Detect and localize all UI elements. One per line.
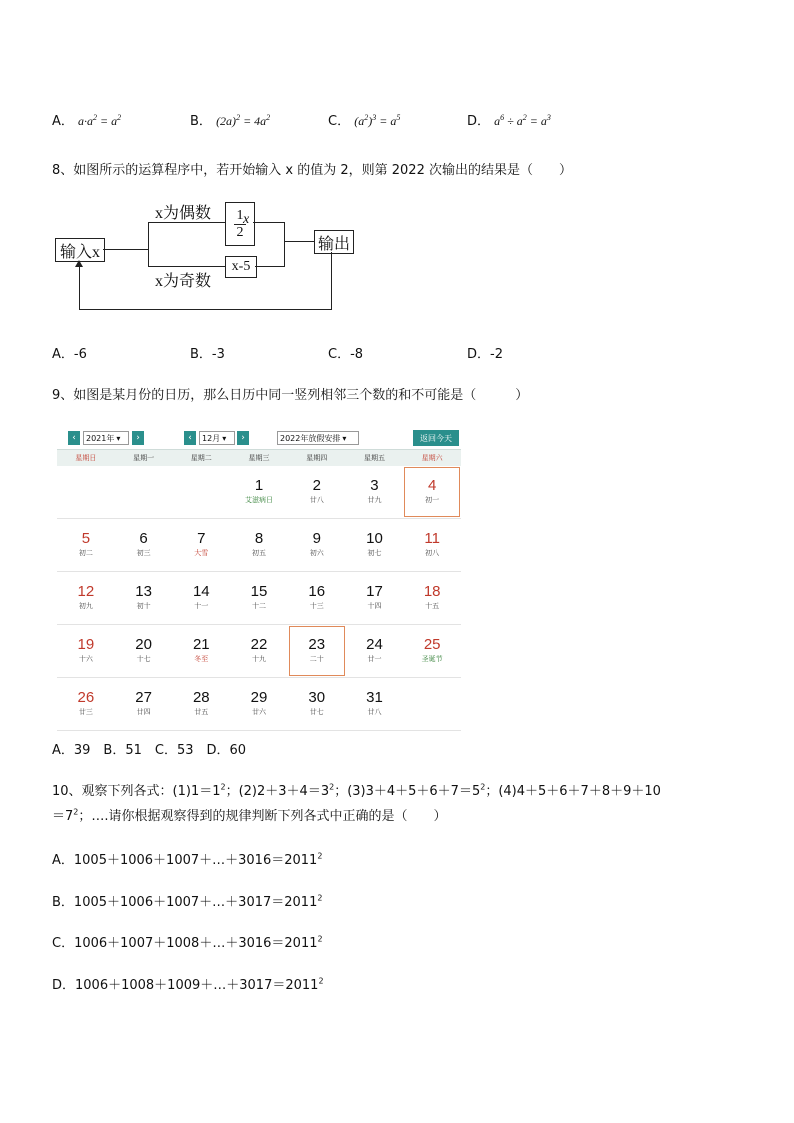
flow-line <box>284 241 314 242</box>
day-number: 9 <box>312 530 321 547</box>
day-number: 8 <box>254 530 264 547</box>
day-number: 17 <box>366 583 383 600</box>
calendar-grid <box>57 466 461 731</box>
flow-line <box>79 309 332 310</box>
calendar-empty-cell <box>172 466 230 518</box>
day-number: 26 <box>77 689 95 706</box>
flow-minus-box: x-5 <box>225 256 257 278</box>
calendar-day-cell[interactable] <box>346 466 404 518</box>
day-number: 7 <box>197 530 206 547</box>
lunar-label: 二十 <box>309 655 324 663</box>
q7-option-a-formula: $a\cdot a^2 = a^2$ <box>78 113 122 128</box>
q8-flowchart <box>0 0 794 330</box>
calendar-day-cell[interactable] <box>172 572 230 624</box>
calendar-week-row <box>57 678 461 731</box>
day-number: 20 <box>135 636 152 653</box>
q7-option-c-formula: $(a^2)^3 = a^5$ <box>354 113 401 128</box>
calendar-day-cell[interactable] <box>115 519 173 571</box>
q10-exponent: 2 <box>220 782 226 792</box>
calendar-day-cell[interactable] <box>288 625 346 677</box>
day-number: 21 <box>192 636 210 653</box>
calendar-day-cell[interactable] <box>57 678 115 730</box>
lunar-label: 初十 <box>136 602 151 610</box>
q9-options: A．39 B．51 C．53 D．60 <box>52 743 247 758</box>
holiday-select[interactable] <box>277 431 359 445</box>
q8-stem: 8、如图所示的运算程序中，若开始输入 x 的值为 2，则第 2022 次输出的结果是（ ） <box>52 163 572 178</box>
day-number: 1 <box>254 477 264 494</box>
calendar-week-row <box>57 466 461 519</box>
lunar-label: 廿八 <box>367 708 382 716</box>
flow-input-box: 输入x <box>55 238 105 262</box>
q10-option-a <box>52 849 322 868</box>
chevron-down-icon: ▾ <box>222 433 227 443</box>
q7-option-d-letter: D． <box>467 114 491 129</box>
weekday-label: 星期日 <box>75 454 97 462</box>
calendar-day-cell[interactable] <box>288 466 346 518</box>
q8-option-a: A．-6 <box>52 347 87 362</box>
calendar-day-cell[interactable] <box>57 625 115 677</box>
q10-option-text: C．1006＋1007＋1008＋…＋3016＝2011 <box>52 936 318 951</box>
flow-odd-label: x为奇数 <box>155 273 212 290</box>
q10-exponent: 2 <box>73 807 79 817</box>
flow-half-var: x <box>243 212 250 227</box>
lunar-label: 十七 <box>136 655 151 663</box>
calendar-toolbar <box>57 429 461 449</box>
calendar-day-cell[interactable] <box>172 519 230 571</box>
q10-exponent: 2 <box>317 893 323 903</box>
day-number: 4 <box>428 477 437 494</box>
calendar-empty-cell <box>57 466 115 518</box>
calendar-day-cell[interactable] <box>230 519 288 571</box>
calendar-empty-cell <box>115 466 173 518</box>
lunar-label: 廿七 <box>309 708 324 716</box>
q7-option-c-letter: C． <box>328 114 351 129</box>
q10-stem-part: 10、观察下列各式：(1)1＝1 <box>52 784 221 799</box>
calendar-day-cell[interactable] <box>288 519 346 571</box>
flow-output-box: 输出 <box>314 230 354 254</box>
calendar-day-cell[interactable] <box>172 625 230 677</box>
day-number: 3 <box>370 477 379 494</box>
weekday-label: 星期二 <box>190 454 212 462</box>
lunar-label: 廿八 <box>309 496 324 504</box>
day-number: 28 <box>192 689 210 706</box>
calendar-day-cell[interactable] <box>172 678 230 730</box>
month-select[interactable] <box>199 431 235 445</box>
lunar-label: 圣诞节 <box>421 655 443 663</box>
q10-stem-line1 <box>52 780 661 799</box>
calendar-day-cell[interactable] <box>115 625 173 677</box>
flow-line <box>331 252 332 310</box>
next-month-button[interactable]: › <box>237 431 249 445</box>
calendar-widget <box>57 429 461 731</box>
calendar-day-cell[interactable] <box>346 625 404 677</box>
q8-option-c: C．-8 <box>328 347 364 362</box>
q7-option-b-formula: $(2a)^2 = 4a^2$ <box>216 113 271 128</box>
lunar-label: 廿五 <box>194 708 209 716</box>
chevron-down-icon: ▾ <box>342 433 347 443</box>
lunar-label: 初六 <box>309 549 324 557</box>
q10-exponent: 2 <box>318 976 324 986</box>
day-number: 6 <box>139 530 148 547</box>
day-number: 15 <box>250 583 268 600</box>
q7-option-a-letter: A． <box>52 114 74 129</box>
year-select[interactable] <box>83 431 129 445</box>
calendar-weekday-header <box>57 449 461 466</box>
flow-line <box>255 266 285 267</box>
calendar-day-cell[interactable] <box>346 519 404 571</box>
day-number: 31 <box>366 689 383 706</box>
lunar-label: 初五 <box>252 549 267 557</box>
lunar-label: 廿一 <box>367 655 382 663</box>
lunar-label: 十一 <box>194 602 209 610</box>
lunar-label: 初九 <box>78 602 93 610</box>
lunar-label: 初七 <box>367 549 382 557</box>
flow-line <box>253 222 285 223</box>
weekday-label: 星期三 <box>248 454 270 462</box>
lunar-label: 初二 <box>78 549 93 557</box>
day-number: 13 <box>135 583 152 600</box>
q7-option-d-formula: $a^6 \div a^2 = a^3$ <box>494 113 551 128</box>
day-number: 10 <box>366 530 383 547</box>
lunar-label: 十五 <box>425 602 440 610</box>
flow-line <box>284 222 285 267</box>
back-to-today-button[interactable]: 返回今天 <box>413 430 459 446</box>
q10-stem-part: ；(3)3＋4＋5＋6＋7＝5 <box>334 784 481 799</box>
day-number: 18 <box>423 583 441 600</box>
q10-exponent: 2 <box>480 782 486 792</box>
day-number: 27 <box>135 689 152 706</box>
day-number: 30 <box>308 689 326 706</box>
q10-option-text: B．1005＋1006＋1007＋…＋3017＝2011 <box>52 895 318 910</box>
flow-even-label: x为偶数 <box>155 205 212 222</box>
calendar-day-cell[interactable] <box>288 678 346 730</box>
calendar-week-row <box>57 625 461 678</box>
lunar-label: 廿六 <box>252 708 267 716</box>
q9-stem: 9、如图是某月份的日历，那么日历中同一竖列相邻三个数的和不可能是（ ） <box>52 388 529 403</box>
calendar-day-cell[interactable] <box>230 572 288 624</box>
flow-line <box>148 222 149 267</box>
q10-option-b <box>52 891 322 910</box>
q10-exponent: 2 <box>317 934 323 944</box>
calendar-day-cell[interactable] <box>57 519 115 571</box>
lunar-label: 十四 <box>367 602 382 610</box>
chevron-down-icon: ▾ <box>116 433 121 443</box>
lunar-label: 冬至 <box>194 655 209 663</box>
next-year-button[interactable]: › <box>132 431 144 445</box>
flow-half-numerator: 1 <box>236 207 244 223</box>
q10-stem-part: ＝7 <box>52 809 74 824</box>
flow-line <box>103 249 149 250</box>
lunar-label: 十六 <box>78 655 93 663</box>
calendar-day-cell[interactable] <box>115 572 173 624</box>
calendar-day-cell[interactable] <box>230 466 288 518</box>
lunar-label: 十九 <box>252 655 267 663</box>
lunar-label: 廿九 <box>367 496 382 504</box>
day-number: 5 <box>81 530 91 547</box>
q10-stem-part: ；(2)2＋3＋4＝3 <box>225 784 330 799</box>
year-select-value: 2021年 <box>86 433 115 443</box>
weekday-label: 星期六 <box>421 454 443 462</box>
calendar-day-cell[interactable] <box>346 678 404 730</box>
flow-line <box>79 262 80 310</box>
day-number: 22 <box>250 636 268 653</box>
flow-arrow-up <box>75 260 83 267</box>
calendar-day-cell[interactable] <box>288 572 346 624</box>
flow-half-box <box>225 202 255 246</box>
day-number: 12 <box>77 583 95 600</box>
q10-stem-part: ；(4)4＋5＋6＋7＋8＋9＋10 <box>485 784 661 799</box>
day-number: 24 <box>366 636 383 653</box>
lunar-label: 十二 <box>252 602 267 610</box>
calendar-day-cell[interactable] <box>403 572 461 624</box>
day-number: 29 <box>250 689 268 706</box>
weekday-label: 星期四 <box>306 454 328 462</box>
day-number: 2 <box>312 477 321 494</box>
lunar-label: 初一 <box>425 496 440 504</box>
calendar-day-cell[interactable] <box>403 519 461 571</box>
day-number: 25 <box>423 636 441 653</box>
flow-line <box>148 266 225 267</box>
day-number: 11 <box>424 530 440 547</box>
lunar-label: 大雪 <box>194 549 209 557</box>
calendar-week-row <box>57 519 461 572</box>
q7-option-b-letter: B． <box>190 114 212 129</box>
q10-exponent: 2 <box>317 851 323 861</box>
q10-stem-part: ；….请你根据观察得到的规律判断下列各式中正确的是（ ） <box>78 809 447 824</box>
lunar-label: 艾滋病日 <box>245 496 274 504</box>
weekday-label: 星期五 <box>363 454 385 462</box>
calendar-day-cell[interactable] <box>230 625 288 677</box>
q10-stem-line2 <box>52 805 447 824</box>
day-number: 23 <box>308 636 326 653</box>
calendar-week-row <box>57 572 461 625</box>
lunar-label: 初八 <box>425 549 440 557</box>
calendar-empty-cell <box>403 678 461 730</box>
calendar-day-cell[interactable] <box>115 678 173 730</box>
day-number: 19 <box>77 636 95 653</box>
weekday-label: 星期一 <box>133 454 155 462</box>
calendar-day-cell[interactable] <box>57 572 115 624</box>
prev-year-button[interactable]: ‹ <box>68 431 80 445</box>
day-number: 16 <box>308 583 326 600</box>
calendar-day-cell[interactable] <box>403 466 461 518</box>
q10-exponent: 2 <box>329 782 335 792</box>
lunar-label: 十三 <box>309 602 324 610</box>
calendar-day-cell[interactable] <box>230 678 288 730</box>
lunar-label: 初三 <box>136 549 151 557</box>
q10-option-d <box>52 974 324 993</box>
calendar-day-cell[interactable] <box>346 572 404 624</box>
q10-option-c <box>52 932 323 951</box>
lunar-label: 廿四 <box>136 708 151 716</box>
month-select-value: 12月 <box>202 433 221 443</box>
calendar-day-cell[interactable] <box>403 625 461 677</box>
holiday-select-value: 2022年放假安排 <box>280 433 341 443</box>
q10-option-text: A．1005＋1006＋1007＋…＋3016＝2011 <box>52 853 318 868</box>
q8-option-d: D．-2 <box>467 347 503 362</box>
prev-month-button[interactable]: ‹ <box>184 431 196 445</box>
q8-option-b: B．-3 <box>190 347 225 362</box>
flow-half-denominator: 2 <box>236 224 244 240</box>
day-number: 14 <box>192 583 210 600</box>
lunar-label: 廿三 <box>78 708 93 716</box>
q10-option-text: D．1006＋1008＋1009＋…＋3017＝2011 <box>52 978 319 993</box>
